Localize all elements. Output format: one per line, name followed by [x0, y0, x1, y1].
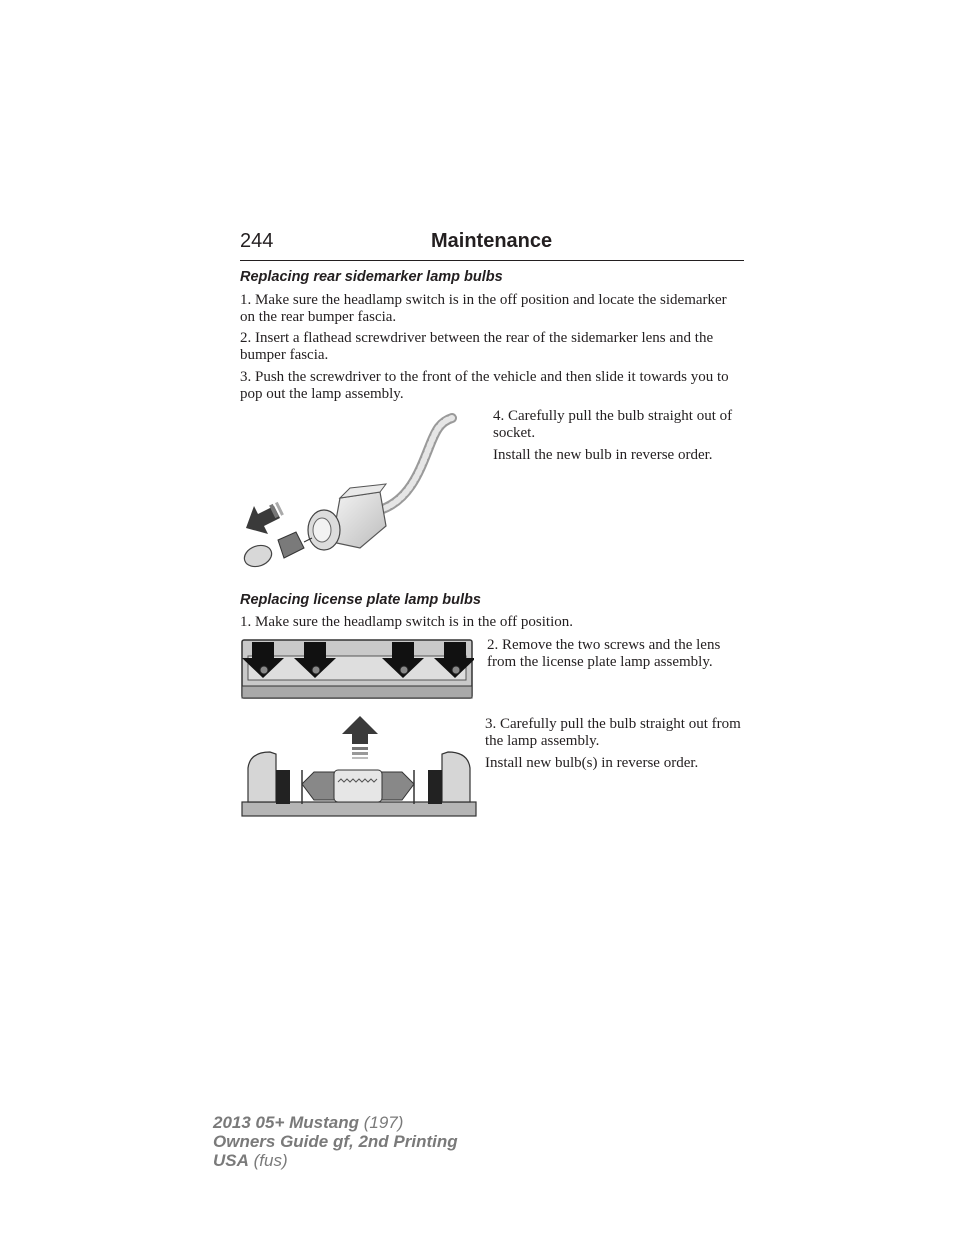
- footer-market: USA: [213, 1151, 249, 1170]
- footer-model-code: (197): [363, 1113, 404, 1132]
- install-note-license-plate: Install new bulb(s) in reverse order.: [485, 755, 699, 771]
- step-3-sidemarker: 3. Push the screwdriver to the front of the vehicle and then slide it towards you to pop out the lamp assembly.: [240, 369, 729, 402]
- page-title: Maintenance: [431, 230, 553, 252]
- license-plate-bulb-illustration: [240, 714, 478, 820]
- footer-guide: Owners Guide gf, 2nd Printing: [213, 1132, 458, 1151]
- step-2-license-plate: 2. Remove the two screws and the lens from the license plate lamp assembly.: [487, 637, 721, 670]
- page-header: [240, 229, 744, 261]
- license-plate-lens-illustration: [240, 636, 474, 702]
- page-number: 244: [240, 230, 274, 252]
- step-1-sidemarker: 1. Make sure the headlamp switch is in the off position and locate the sidemarker on the rear bumper fascia.: [240, 292, 727, 325]
- footer-market-code: (fus): [253, 1151, 288, 1170]
- step-1-license-plate: 1. Make sure the headlamp switch is in the off position.: [240, 614, 573, 630]
- step-3-license-plate: 3. Carefully pull the bulb straight out from the lamp assembly.: [485, 716, 741, 749]
- footer-model: 2013 05+ Mustang: [213, 1113, 359, 1132]
- section-heading-license-plate: Replacing license plate lamp bulbs: [240, 592, 481, 608]
- sidemarker-bulb-illustration: [240, 410, 485, 572]
- install-note-sidemarker: Install the new bulb in reverse order.: [493, 447, 713, 463]
- page-footer: [213, 1113, 458, 1170]
- step-2-sidemarker: 2. Insert a flathead screwdriver between the rear of the sidemarker lens and the bumper fascia.: [240, 330, 714, 363]
- step-4-sidemarker: 4. Carefully pull the bulb straight out of socket.: [493, 408, 733, 441]
- section-heading-sidemarker: Replacing rear sidemarker lamp bulbs: [240, 269, 503, 285]
